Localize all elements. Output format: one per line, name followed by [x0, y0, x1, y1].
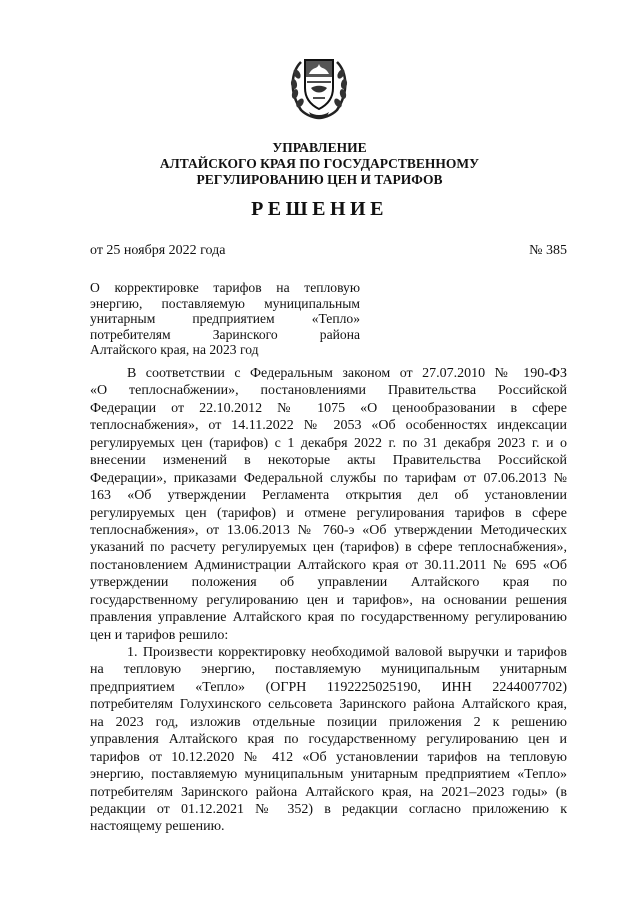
body-line: внесении изменений в некоторые акты Правительства Российской — [90, 453, 567, 469]
body-line: потребителям Заринского района Алтайского края, на 2021–2023 годы» (в — [90, 784, 567, 800]
body-line: управления Алтайского края по государственному регулированию цен и — [90, 732, 567, 748]
body-line: потребителям Голухинского сельсовета Заринского района Алтайского края, — [90, 697, 567, 713]
body-line: государственному регулированию цен и тарифов», на основании решения — [90, 592, 567, 608]
body-line: на 2023 год, изложив отдельные позиции приложения 2 к решению — [90, 714, 567, 730]
body-line: редакции от 01.12.2021 № 352) в редакции согласно приложению к — [90, 801, 567, 817]
document-body — [90, 365, 567, 836]
subject-line: О корректировке тарифов на тепловую — [90, 280, 360, 295]
document-subject — [90, 280, 360, 358]
agency-name — [0, 140, 639, 188]
subject-line: энергию, поставляемую муниципальным — [90, 295, 360, 311]
subject-line: Алтайского края, на 2023 год — [90, 342, 259, 357]
body-line: 1. Произвести корректировку необходимой валовой выручки и тарифов — [127, 645, 567, 660]
body-line: энергию, поставляемую муниципальным унитарным предприятием «Тепло» — [90, 767, 567, 783]
document-date: от 25 ноября 2022 года — [90, 243, 226, 258]
body-line: В соответствии с Федеральным законом от 27.07.2010 № 190-ФЗ — [127, 366, 567, 381]
body-line: постановлением Администрации Алтайского края от 30.11.2011 № 695 «Об — [90, 557, 567, 573]
body-line: регулируемых цен (тарифов) с 1 декабря 2022 г. по 31 декабря 2023 г. и о — [90, 435, 567, 451]
body-line: предприятием «Тепло» (ОГРН 1192225025190, ИНН 2244007702) — [90, 679, 567, 695]
body-line: 163 «Об утверждении Регламента открытия дел об установлении — [90, 488, 567, 504]
body-line: теплоснабжения», от 14.11.2022 № 2053 «Об особенностях индексации — [90, 418, 567, 434]
body-line: на тепловую энергию, поставляемую муниципальным унитарным — [90, 662, 567, 678]
body-line: цен и тарифов решило: — [90, 627, 229, 643]
document-title: РЕШЕНИЕ — [251, 198, 388, 220]
body-line: настоящему решению. — [90, 819, 225, 835]
agency-line-3: РЕГУЛИРОВАНИЮ ЦЕН И ТАРИФОВ — [196, 172, 443, 187]
coat-of-arms-emblem — [287, 52, 351, 120]
body-line: «О теплоснабжении», постановлениями Правительства Российской — [90, 383, 567, 399]
body-line: Федерации от 22.10.2012 № 1075 «О ценообразовании в сфере — [90, 400, 567, 416]
document-number: № 385 — [529, 243, 567, 258]
subject-line: унитарным предприятием «Тепло» — [90, 311, 360, 326]
body-line: тарифов от 10.12.2020 № 412 «Об установлении тарифов на тепловую — [90, 749, 567, 765]
agency-line-1: УПРАВЛЕНИЕ — [272, 140, 367, 155]
body-line: регулируемых цен (тарифов) и отмене регулирования тарифов в сфере — [90, 505, 567, 521]
body-line: правления управление Алтайского края по государственному регулированию — [90, 610, 567, 626]
body-line: Федерации», приказами Федеральной службы по тарифам от 07.06.2013 № — [90, 470, 567, 486]
body-line: указаний по расчету регулируемых цен (тарифов) в сфере теплоснабжения», — [90, 540, 567, 556]
body-line: теплоснабжения», от 13.06.2013 № 760-э «Об утверждении Методических — [90, 522, 567, 538]
body-line: утверждении положения об управлении Алтайского края по — [90, 575, 567, 591]
agency-line-2: АЛТАЙСКОГО КРАЯ ПО ГОСУДАРСТВЕННОМУ — [159, 156, 480, 171]
subject-line: потребителям Заринского района — [90, 326, 360, 342]
